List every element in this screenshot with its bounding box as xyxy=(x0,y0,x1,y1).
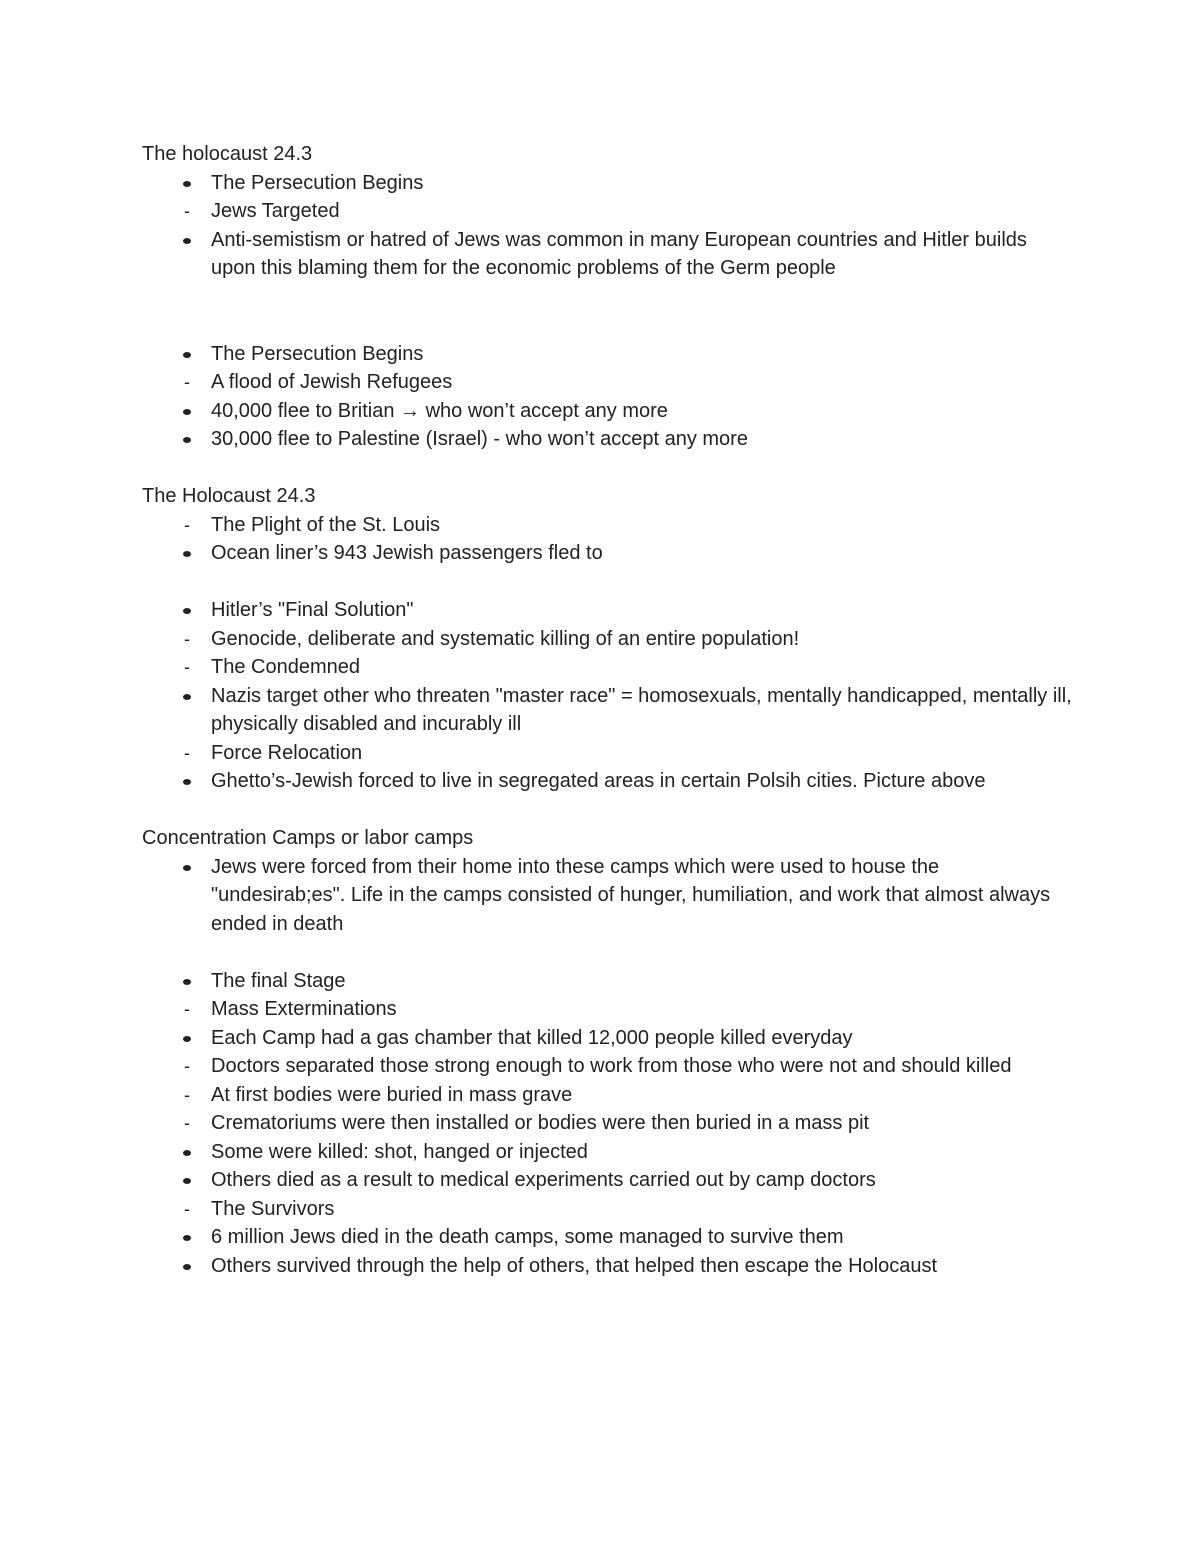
list-item xyxy=(142,1024,1072,1053)
list-item-text: Nazis target other who threaten "master race" = homosexuals, mentally handicapped, mentally ill, physically disabled and incurably ill xyxy=(211,684,1072,735)
list-item-text: 30,000 flee to Palestine (Israel) - who won’t accept any more xyxy=(211,428,748,450)
list-item-text: The Survivors xyxy=(211,1197,335,1220)
list-item xyxy=(142,1109,1072,1138)
list-item xyxy=(142,340,1072,369)
section xyxy=(142,482,1072,568)
list-item xyxy=(142,368,1072,397)
list-item xyxy=(142,511,1072,540)
list-item-text: Ocean liner’s 943 Jewish passengers fled to xyxy=(211,542,603,564)
list-item xyxy=(142,425,1072,454)
dash-icon: - xyxy=(184,1113,190,1133)
list-item xyxy=(142,653,1072,682)
list-item-text: Anti-semistism or hatred of Jews was common in many European countries and Hitler builds upon this blaming them for the economic problems of the Germ people xyxy=(211,228,1027,279)
list-item-text: The Persecution Begins xyxy=(211,171,424,194)
list-item xyxy=(142,739,1072,768)
spacer xyxy=(142,283,1072,340)
list-item xyxy=(142,682,1072,739)
list-item-text: Genocide, deliberate and systematic killing of an entire population! xyxy=(211,627,800,650)
dash-icon: - xyxy=(184,999,190,1019)
section-heading: Concentration Camps or labor camps xyxy=(142,827,474,849)
section xyxy=(142,140,1072,283)
dash-icon: - xyxy=(184,1198,190,1219)
list-item-text: Doctors separated those strong enough to work from those who were not and should killed xyxy=(211,1055,1012,1077)
list-item-text: Crematoriums were then installed or bodies were then buried in a mass pit xyxy=(211,1112,870,1134)
spacer xyxy=(142,568,1072,597)
list-item-text: Jews were forced from their home into these camps which were used to house the "undesirab;es". Life in the camps consisted of hunger, humiliation, and work that almost always ended in death xyxy=(211,855,1051,935)
section-heading: The holocaust 24.3 xyxy=(142,143,313,165)
dash-icon: - xyxy=(184,372,190,392)
list-item-text: Jews Targeted xyxy=(211,200,340,222)
list-item xyxy=(142,995,1072,1024)
spacer xyxy=(142,454,1072,483)
list-item-text: Ghetto’s-Jewish forced to live in segregated areas in certain Polsih cities. Picture above xyxy=(211,770,986,792)
spacer xyxy=(142,938,1072,967)
list-item xyxy=(142,1081,1072,1110)
list-item xyxy=(142,625,1072,654)
list-item-text: 6 million Jews died in the death camps, some managed to survive them xyxy=(211,1226,844,1248)
section xyxy=(142,967,1072,1281)
dash-icon: - xyxy=(184,657,190,677)
list-item xyxy=(142,226,1072,283)
list-item xyxy=(142,853,1072,939)
list-item-text: The Condemned xyxy=(211,656,360,678)
list-item xyxy=(142,1252,1072,1281)
dash-icon: - xyxy=(184,514,190,535)
list-item xyxy=(142,767,1072,796)
list-item-text: A flood of Jewish Refugees xyxy=(211,371,453,393)
list-item xyxy=(142,967,1072,996)
section-heading: The Holocaust 24.3 xyxy=(142,485,316,507)
list-item xyxy=(142,539,1072,568)
dash-icon: - xyxy=(184,1084,190,1105)
list-item xyxy=(142,1052,1072,1081)
list-item xyxy=(142,197,1072,226)
section xyxy=(142,340,1072,454)
list-item-text: Mass Exterminations xyxy=(211,998,397,1020)
list-item-text: The Plight of the St. Louis xyxy=(211,513,441,536)
list-item-text: Force Relocation xyxy=(211,741,363,764)
section xyxy=(142,596,1072,796)
list-item-text: The Persecution Begins xyxy=(211,342,424,365)
list-item-text: The final Stage xyxy=(211,969,346,992)
list-item-text: At first bodies were buried in mass grave xyxy=(211,1083,573,1106)
list-item xyxy=(142,1195,1072,1224)
list-item-text: Hitler’s "Final Solution" xyxy=(211,599,414,621)
section xyxy=(142,824,1072,938)
list-item xyxy=(142,596,1072,625)
list-item-text: Some were killed: shot, hanged or injected xyxy=(211,1140,588,1163)
list-item xyxy=(142,169,1072,198)
dash-icon: - xyxy=(184,201,190,221)
dash-icon: - xyxy=(184,1056,190,1076)
list-item xyxy=(142,1166,1072,1195)
list-item xyxy=(142,1138,1072,1167)
list-item-text: 40,000 flee to Britian → who won’t accept any more xyxy=(211,399,668,422)
list-item xyxy=(142,1223,1072,1252)
dash-icon: - xyxy=(184,628,190,649)
document-page xyxy=(142,140,1072,1280)
list-item-text: Each Camp had a gas chamber that killed 12,000 people killed everyday xyxy=(211,1026,853,1049)
list-item-text: Others died as a result to medical experiments carried out by camp doctors xyxy=(211,1169,876,1191)
list-item-text: Others survived through the help of others, that helped then escape the Holocaust xyxy=(211,1254,938,1277)
dash-icon: - xyxy=(184,742,190,763)
list-item xyxy=(142,397,1072,426)
spacer xyxy=(142,796,1072,825)
